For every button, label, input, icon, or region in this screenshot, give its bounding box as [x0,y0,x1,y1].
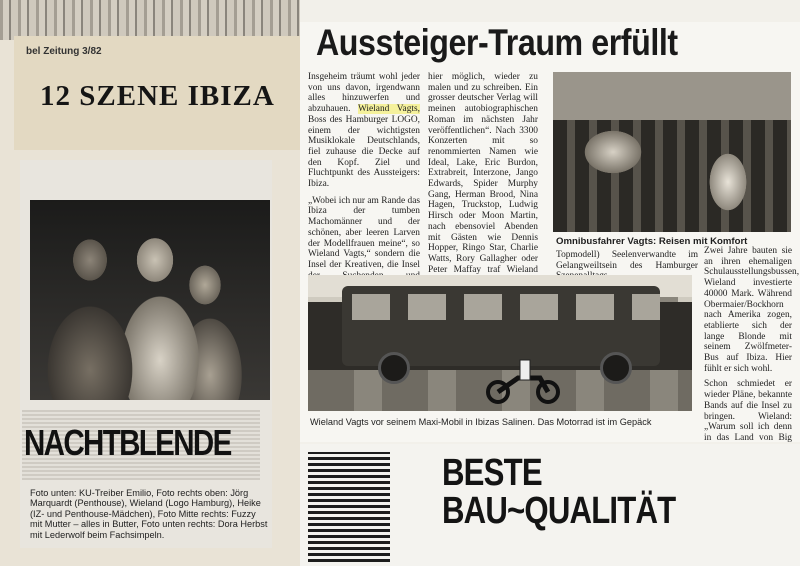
col4-paragraph-1: Zwei Jahre bauten sie an ihren ehemaligen Schulausstellungsbussen, Wieland investierte 40000 Mark. Während Obermaier/Bockhorn nach Amerika zogen, etablierte sich der lange Blonde mit seinem Zwölfmeter-Bus auf Ibiza. Hier fühlt er sich wohl. [704,246,800,374]
article-column-2: hier möglich, wieder zu malen und zu schreiben. Ein grosser deutscher Verlag will meinen autobiographischen Roman im nächsten Jahr veröffentlichen“. Nach 3300 Konzerten mit so renommierten Namen wie Ideal, Lake, Eric Burdon, Extrabreit, Interzone, Jango Edwards, Spider Murphy Gang, Herman Brood, Nina Hagen, Truckstop, Ludwig Hirsch oder Moon Martin, nach ebensoviel Abenden mit Gästen wie Dennis Hopper, Ringo Star, Charlie Watts, Rory Gallagher oder Peter Maffay traf Wieland [428,72,538,275]
highlighted-name: Wieland Vagts, [357,104,420,115]
quote-paragraph: „Wobei ich nur am Rande das Ibiza der tumben Machomänner und der schönen, aber leeren Larven der Modellfrauen meine“, so Wieland Vagts,“ sondern die Insel der Kreativen, die Insel [308,195,420,270]
ad-stripe-graphic [308,452,390,562]
top-photo-caption: Omnibusfahrer Vagts: Reisen mit Komfort [556,236,748,247]
article-headline: Aussteiger-Traum erfüllt [316,22,678,63]
col4-paragraph-2: Schon schmiedet er wieder Pläne, bekannte Bands auf die Insel zu bringen. Wieland: „Warum soll ich denn in das Land von Big [704,379,792,443]
photo-caption: Foto unten: KU-Treiber Emilio, Foto rechts oben: Jörg Marquardt (Penthouse), Wieland (Logo Hamburg), Heike (IZ- und Penthouse-Mädchen), Foto Mitte rechts: Fuzzy mit Mutter – alles in Butter, Foto unten rechts: Dora Herbst mit Lederwolf beim Fachsimpeln. [30,488,268,540]
bus-interior-photo [553,72,791,232]
intro-rest: Boss des Hamburger LOGO, einem der wichtigsten Musiklokale Deutschlands, fiel zuhause die Decke auf den Kopf. Ziel und Fluchtpunkt des Aussteigers: Ibiza. [308,114,420,190]
bus-wheel-front [378,352,410,384]
party-photo [30,200,270,400]
ad-headline-line-1: BESTE [442,452,542,494]
article-column-continuation: Topmodell) Seelenverwandte im Gelangweiltsein des Hamburger [556,250,698,271]
torn-clipping-edge [0,0,300,40]
motorcycle-icon [484,358,564,404]
ad-headline-line-2: BAU~QUALITÄT [442,490,676,532]
section-header: 12 SZENE IBIZA [40,80,275,112]
intro-text: Insgeheim träumt wohl jeder von uns davon, irgendwann alles hinzuwerfen und abzuhauen. [308,72,420,115]
newspaper-issue-label: bel Zeitung 3/82 [26,46,102,57]
bus-photo-caption: Wieland Vagts vor seinem Maxi-Mobil in Ibizas Salinen. Das Motorrad ist im Gepäck [310,417,652,427]
nachtblende-title: NACHTBLENDE [24,422,231,463]
bus-wheel-rear [600,352,632,384]
